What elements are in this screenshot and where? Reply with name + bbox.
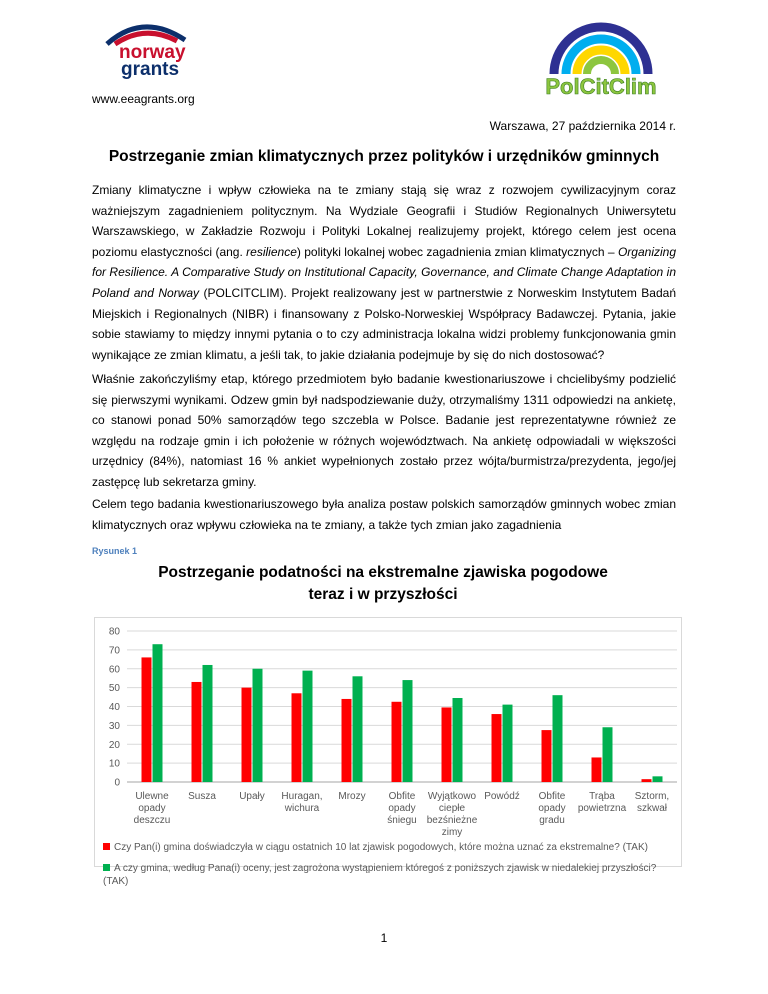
x-category-label: Powódź [484, 791, 520, 802]
polcitclim-logo [536, 22, 666, 102]
legend-swatch-green [103, 864, 110, 871]
x-category-label: szkwał [636, 803, 668, 814]
y-tick-label: 50 [108, 683, 120, 695]
x-category-label: Sztorm, [634, 791, 670, 802]
bar-threatened [353, 676, 363, 782]
logo-text-polcitclim: PolCitClim [545, 74, 657, 99]
bar-experienced [192, 682, 202, 782]
page-number: 1 [380, 931, 388, 945]
x-category-label: Obfite [388, 791, 416, 802]
bar-threatened [203, 665, 213, 782]
bar-chart [95, 618, 681, 866]
x-category-label: gradu [539, 815, 565, 826]
website-url[interactable]: www.eeagrants.org [92, 92, 195, 106]
y-tick-label: 40 [108, 702, 120, 713]
y-tick-label: 60 [108, 664, 120, 676]
chart-area [94, 617, 682, 867]
x-category-label: bezśnieżne [426, 815, 478, 826]
bar-threatened [653, 776, 663, 782]
x-category-label: wichura [284, 803, 320, 814]
x-category-label: Huragan, [281, 791, 323, 802]
bar-threatened [303, 671, 313, 782]
bar-threatened [403, 680, 413, 782]
document-date: Warszawa, 27 października 2014 r. [489, 119, 676, 133]
paragraph-3: Celem tego badania kwestionariuszowego była analiza postaw polskich samorządów gminnych wobec zmian klimatycznych oraz wpływu człowieka na te zmiany, a także tych zmian jako zagadnienia [92, 497, 676, 532]
chart-title: Postrzeganie podatności na ekstremalne zjawiska pogodowe teraz i w przyszłości [158, 564, 608, 603]
bar-experienced [442, 707, 452, 782]
x-category-label: opady [538, 803, 566, 814]
bar-experienced [142, 657, 152, 782]
legend-label-green: A czy gmina, według Pana(i) oceny, jest zagrożona wystąpieniem któregoś z poniższych zjawisk w niedalekiej przyszłości? (TAK) [103, 863, 657, 887]
bar-threatened [553, 695, 563, 782]
x-category-label: powietrzna [577, 803, 627, 814]
bar-experienced [542, 730, 552, 782]
bar-experienced [242, 688, 252, 782]
bar-experienced [592, 757, 602, 782]
bar-experienced [492, 714, 502, 782]
figure-label: Rysunek 1 [92, 546, 138, 556]
bar-experienced [642, 779, 652, 782]
paragraph-1-italic-word: resilience [246, 244, 297, 259]
x-category-label: Susza [188, 791, 216, 802]
x-category-label: opady [138, 803, 166, 814]
legend-item-red [103, 841, 648, 854]
y-tick-label: 20 [108, 739, 120, 751]
paragraph-1 [92, 180, 676, 365]
paragraph-1-part-a: Zmiany klimatyczne i wpływ człowieka na te zmiany stają się wraz z rozwojem cywilizacyjnym coraz ważniejszym zagadnieniem politycznym. Na Wydziale Geografii i Studiów Regionalnych Uniwersytetu Warszawskiego, w Zakładzie Rozwoju i Polityki Lokalnej realizujemy projekt, którego celem jest ocena poziomu elastyczności (ang. [92, 183, 676, 259]
x-category-label: deszczu [133, 815, 171, 826]
logo-text-grants: grants [121, 59, 180, 80]
x-category-label: Obfite [538, 791, 566, 802]
paragraph-1-part-c: (POLCITCLIM). Projekt realizowany jest w partnerstwie z Norweskim Instytutem Badań Miejskich i Regionalnych (NIBR) i finansowany z Polsko-Norweskiej Współpracy Badawczej. Pytania, jakie sobie stawiamy to między innymi pytania o to czy administracja lokalna widzi problemy funkcjonowania gmin wynikające ze zmian klimatu, a jeśli tak, to jakie działania podejmuje by się do nich dostosować? [92, 285, 676, 362]
bar-experienced [342, 699, 352, 782]
paragraph-2: Właśnie zakończyliśmy etap, którego przedmiotem było badanie kwestionariuszowe i chcielibyśmy podzielić się pierwszymi wynikami. Odzew gmin był nadspodziewanie duży, otrzymaliśmy 1311 odpowiedzi na ankietę, co stanowi ponad 50% samorządów tego szczebla w Polsce. Badanie jest reprezentatywne również ze względu na rodzaje gmin i ich położenie w różnych województwach. Na ankietę odpowiadali w większości urzędnicy (84%), natomiast 16 % ankiet wypełnionych zostało przez wójta/burmistrza/prezydenta, jego/jej zastępcę lub sekretarza gminy. [92, 372, 676, 489]
y-tick-label: 80 [108, 626, 120, 638]
x-category-label: ciepłe [438, 803, 466, 814]
y-tick-label: 70 [108, 645, 120, 657]
bar-experienced [392, 702, 402, 782]
x-category-label: opady [388, 803, 416, 814]
logo-text-norway: norway [119, 42, 186, 63]
bar-threatened [153, 644, 163, 782]
norway-grants-logo [93, 14, 208, 80]
x-category-label: Wyjątkowo [427, 791, 477, 802]
y-tick-label: 30 [108, 720, 120, 732]
x-category-label: Ulewne [135, 791, 169, 802]
legend-label-red: Czy Pan(i) gmina doświadczyła w ciągu ostatnich 10 lat zjawisk pogodowych, które można uznać za ekstremalne? (TAK) [114, 842, 648, 853]
x-category-label: śniegu [387, 815, 417, 826]
x-category-label: Mrozy [338, 791, 366, 802]
bar-threatened [453, 698, 463, 782]
y-tick-label: 0 [114, 777, 120, 789]
legend-swatch-red [103, 843, 110, 850]
x-category-label: Upały [239, 791, 265, 802]
paragraph-1-part-b: ) polityki lokalnej wobec zagadnienia zmian klimatycznych – [296, 244, 618, 259]
legend-item-green [103, 862, 663, 888]
page-title: Postrzeganie zmian klimatycznych przez polityków i urzędników gminnych [108, 148, 660, 165]
bar-experienced [292, 693, 302, 782]
bar-threatened [253, 669, 263, 782]
paragraph-1-italic-title: Organizing for Resilience. A Comparative Study on Institutional Capacity, Governance, and Climate Change Adaptation in Poland and Norway [92, 244, 676, 300]
bar-threatened [503, 705, 513, 782]
x-category-label: zimy [441, 827, 463, 838]
bar-threatened [603, 727, 613, 782]
x-category-label: Trąba [589, 791, 615, 802]
y-tick-label: 10 [108, 758, 120, 770]
